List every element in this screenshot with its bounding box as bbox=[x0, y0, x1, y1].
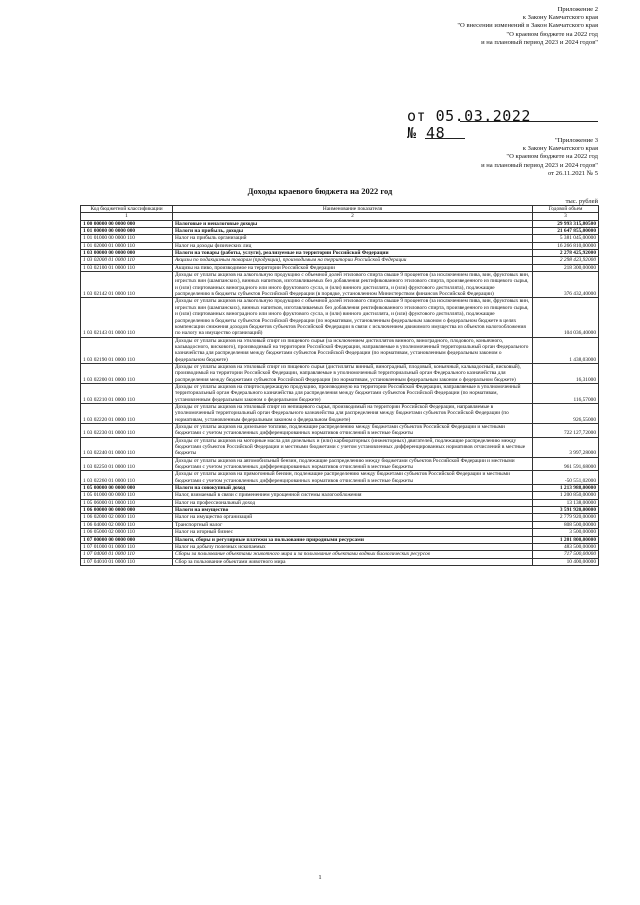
cell-value: 3 500,00000 bbox=[533, 529, 599, 536]
cell-code: 1 00 00000 00 0000 000 bbox=[81, 220, 173, 227]
table-row bbox=[81, 514, 599, 521]
cell-value: 218 300,00000 bbox=[533, 264, 599, 271]
cell-value: 483 500,00000 bbox=[533, 543, 599, 550]
cell-code: 1 07 04010 01 0000 110 bbox=[81, 558, 173, 565]
cell-code: 1 05 00000 00 0000 000 bbox=[81, 485, 173, 492]
cell-code: 1 03 02240 01 0000 110 bbox=[81, 437, 173, 457]
stamp-date-underline bbox=[460, 121, 598, 122]
stamp-number: № 48 bbox=[407, 124, 446, 142]
cell-value: 16,31000 bbox=[533, 363, 599, 383]
appendix-header-line: "О внесении изменений в Закон Камчатского края bbox=[457, 22, 598, 30]
cell-value: 29 993 315,80500 bbox=[533, 220, 599, 227]
table-row bbox=[81, 250, 599, 257]
table-row bbox=[81, 529, 599, 536]
stamp-number-underline bbox=[425, 138, 465, 139]
table-row bbox=[81, 521, 599, 528]
cell-code: 1 03 02190 01 0000 110 bbox=[81, 337, 173, 363]
cell-code: 1 03 00000 00 0000 000 bbox=[81, 250, 173, 257]
cell-code: 1 07 01000 01 0000 110 bbox=[81, 543, 173, 550]
cell-value: 961 591,68000 bbox=[533, 457, 599, 471]
table-row bbox=[81, 558, 599, 565]
appendix-header-line: Приложение 2 bbox=[557, 6, 598, 13]
cell-code: 1 06 05000 02 0000 110 bbox=[81, 529, 173, 536]
table-header-row bbox=[81, 206, 599, 213]
column-number: 2 bbox=[173, 213, 533, 220]
cell-value: 1 201 800,00000 bbox=[533, 536, 599, 543]
appendix-header-line: "О краевом бюджете на 2022 год bbox=[506, 30, 598, 38]
cell-code: 1 03 02220 01 0000 110 bbox=[81, 403, 173, 423]
cell-name: Транспортный налог bbox=[173, 521, 533, 528]
income-table bbox=[80, 205, 599, 566]
table-row bbox=[81, 272, 599, 298]
table-row bbox=[81, 499, 599, 506]
column-header-value: Годовой объем bbox=[533, 206, 599, 213]
appendix-header-line: и на плановый период 2023 и 2024 годов" bbox=[481, 161, 598, 169]
stamp-date: от 05.03.2022 bbox=[407, 107, 531, 125]
table-row bbox=[81, 242, 599, 249]
cell-name: Доходы от уплаты акцизов на спиртосодержащую продукцию, производимую на территории Российской Федерации, направляемые в уполномоченный территориальный орган Федерального казначейства для распределения между бюджетами субъектов Российской Федерации (по нормативам, установленным федеральным законом о федеральном бюджете) bbox=[173, 383, 533, 403]
table-row bbox=[81, 551, 599, 558]
column-header-code: Код бюджетной классификации bbox=[81, 206, 173, 213]
cell-code: 1 07 00000 00 0000 000 bbox=[81, 536, 173, 543]
cell-code: 1 01 01000 00 0000 110 bbox=[81, 235, 173, 242]
table-body bbox=[81, 220, 599, 565]
table-row bbox=[81, 383, 599, 403]
cell-value: 13 138,00000 bbox=[533, 499, 599, 506]
document-title: Доходы краевого бюджета на 2022 год bbox=[247, 186, 393, 196]
table-row bbox=[81, 235, 599, 242]
cell-value: 1 200 850,00000 bbox=[533, 492, 599, 499]
cell-name: Налог на прибыль организаций bbox=[173, 235, 533, 242]
cell-name: Доходы от уплаты акцизов на этиловый спирт из пищевого сырья (дистилляты винный, виноградный, плодовый, коньячный, кальвадосный, висковый), производимый на территории Российской Федерации, направляемые в уполномоченный территориальный орган Федерального казначейства для распределения между бюджетами субъектов Российской Федерации (по нормативам, установленным федеральным законом о федеральном бюджете) bbox=[173, 363, 533, 383]
table-row bbox=[81, 403, 599, 423]
table-header-number-row bbox=[81, 213, 599, 220]
cell-name: Налог на добычу полезных ископаемых bbox=[173, 543, 533, 550]
cell-value: 10 400,00000 bbox=[533, 558, 599, 565]
cell-value: 1 213 988,00000 bbox=[533, 485, 599, 492]
table-row bbox=[81, 264, 599, 271]
cell-name: Налог на игорный бизнес bbox=[173, 529, 533, 536]
cell-value: 16 266 810,00000 bbox=[533, 242, 599, 249]
table-row bbox=[81, 424, 599, 438]
table-row bbox=[81, 298, 599, 337]
cell-code: 1 07 04000 01 0000 110 bbox=[81, 551, 173, 558]
cell-name: Доходы от уплаты акцизов на алкогольную продукцию с объемной долей этилового спирта свыше 9 процентов (за исключением пива, вин, фруктовых вин, игристых вин (шампанских), винных напитков, изготавливаемых без добавления ректификованного этилового спирта, произведенного из пищевого сырья, и (или) спиртованных виноградного или иного фруктового сусла, и (или) винного дистиллята, и (или) фруктового дистиллята), подлежащие распределению в бюджеты субъектов Российской Федерации (по нормативам, установленным федеральным законом о федеральном бюджете в целях компенсации снижения доходов бюджетов субъектов Российской Федерации в связи с исключением движимого имущества из объектов налогообложения по налогу на имущество организаций) bbox=[173, 298, 533, 337]
cell-code: 1 03 02210 01 0000 110 bbox=[81, 383, 173, 403]
cell-value: 21 647 855,00000 bbox=[533, 228, 599, 235]
appendix-header-line: к Закону Камчатского края bbox=[522, 14, 598, 22]
cell-value: 1 438,03000 bbox=[533, 337, 599, 363]
cell-name: Доходы от уплаты акцизов на этиловый спирт из непищевого сырья, производимый на территории Российской Федерации, направляемые в уполномоченный территориальный орган Федерального казначейства для распределения между бюджетами субъектов Российской Федерации (по нормативам, установленным федеральным законом о федеральном бюджете) bbox=[173, 403, 533, 423]
cell-value: 722 127,72000 bbox=[533, 424, 599, 438]
appendix-header-line: к Закону Камчатского края bbox=[522, 145, 598, 153]
cell-value: 3 591 920,00000 bbox=[533, 507, 599, 514]
appendix-header-line: "Приложение 3 bbox=[554, 137, 598, 144]
table-row bbox=[81, 437, 599, 457]
cell-code: 1 03 02260 01 0000 110 bbox=[81, 471, 173, 485]
cell-code: 1 01 00000 00 0000 000 bbox=[81, 228, 173, 235]
column-header-name: Наименование показателя bbox=[173, 206, 533, 213]
cell-code: 1 01 02000 01 0000 110 bbox=[81, 242, 173, 249]
table-row bbox=[81, 485, 599, 492]
table-row bbox=[81, 220, 599, 227]
income-table-wrapper bbox=[80, 205, 598, 566]
cell-code: 1 03 02250 01 0000 110 bbox=[81, 457, 173, 471]
cell-name: Доходы от уплаты акцизов на этиловый спирт из пищевого сырья (за исключением дистиллятов винного, виноградного, плодового, коньячного, кальвадосного, вискового), производимый на территории Российской Федерации, направляемые в уполномоченный территориальный орган Федерального казначейства для распределения между бюджетами субъектов Российской Федерации (по нормативам, установленным федеральным законом о федеральном бюджете) bbox=[173, 337, 533, 363]
cell-name: Налог на профессиональный доход bbox=[173, 499, 533, 506]
table-row bbox=[81, 507, 599, 514]
cell-code: 1 03 02100 01 0000 110 bbox=[81, 264, 173, 271]
cell-name: Налоги на товары (работы, услуги), реализуемые на территории Российской Федерации bbox=[173, 250, 533, 257]
cell-code: 1 03 02230 01 0000 110 bbox=[81, 424, 173, 438]
appendix-header-line: и на плановый период 2023 и 2024 годов" bbox=[481, 38, 598, 46]
cell-code: 1 06 00000 00 0000 000 bbox=[81, 507, 173, 514]
page-number: 1 bbox=[318, 874, 322, 881]
cell-code: 1 05 06000 01 0000 110 bbox=[81, 499, 173, 506]
cell-name: Налоговые и неналоговые доходы bbox=[173, 220, 533, 227]
cell-value: 808 500,00000 bbox=[533, 521, 599, 528]
cell-name: Акцизы на пиво, производимое на территории Российской Федерации bbox=[173, 264, 533, 271]
table-row bbox=[81, 543, 599, 550]
cell-code: 1 03 02142 01 0000 110 bbox=[81, 272, 173, 298]
table-row bbox=[81, 457, 599, 471]
table-row bbox=[81, 536, 599, 543]
column-number: 3 bbox=[533, 213, 599, 220]
cell-name: Акцизы по подакцизным товарам (продукции), производимым на территории Российской Федерации bbox=[173, 257, 533, 264]
cell-value: 116,57000 bbox=[533, 383, 599, 403]
table-row bbox=[81, 337, 599, 363]
cell-name: Сбор за пользование объектами животного мира bbox=[173, 558, 533, 565]
cell-code: 1 06 02000 02 0000 110 bbox=[81, 514, 173, 521]
cell-name: Налоги на совокупный доход bbox=[173, 485, 533, 492]
cell-value: 717 500,00000 bbox=[533, 551, 599, 558]
appendix-header-2 bbox=[481, 137, 598, 178]
cell-name: Доходы от уплаты акцизов на дизельное топливо, подлежащие распределению между бюджетами субъектов Российской Федерации и местными бюджетами с учетом установленных дифференцированных нормативов отчислений в местные бюджеты bbox=[173, 424, 533, 438]
cell-name: Сборы за пользование объектами животного мира и за пользование объектами водных биологических ресурсов bbox=[173, 551, 533, 558]
cell-code: 1 03 02200 01 0000 110 bbox=[81, 363, 173, 383]
cell-name: Налоги, сборы и регулярные платежи за пользование природными ресурсами bbox=[173, 536, 533, 543]
cell-name: Налог на доходы физических лиц bbox=[173, 242, 533, 249]
cell-value: 104 036,40000 bbox=[533, 298, 599, 337]
appendix-header-line: от 26.11.2021 № 5 bbox=[547, 169, 598, 177]
cell-code: 1 03 02000 01 0000 110 bbox=[81, 257, 173, 264]
appendix-header bbox=[457, 6, 598, 47]
table-row bbox=[81, 492, 599, 499]
cell-name: Налоги на прибыль, доходы bbox=[173, 228, 533, 235]
table-row bbox=[81, 228, 599, 235]
cell-value: 2 779 920,00000 bbox=[533, 514, 599, 521]
cell-value: 3 997,28000 bbox=[533, 437, 599, 457]
cell-name: Доходы от уплаты акцизов на моторные масла для дизельных и (или) карбюраторных (инжекторных) двигателей, подлежащие распределению между бюджетами субъектов Российской Федерации и местными бюджетами с учетом установленных дифференцированных нормативов отчислений в местные бюджеты bbox=[173, 437, 533, 457]
cell-value: 376 432,40000 bbox=[533, 272, 599, 298]
cell-name: Доходы от уплаты акцизов на автомобильный бензин, подлежащие распределению между бюджетами субъектов Российской Федерации и местными бюджетами с учетом установленных дифференцированных нормативов отчислений в местные бюджеты bbox=[173, 457, 533, 471]
cell-name: Налог, взимаемый в связи с применением упрощенной системы налогообложения bbox=[173, 492, 533, 499]
cell-code: 1 05 01000 00 0000 110 bbox=[81, 492, 173, 499]
cell-name: Налоги на имущество bbox=[173, 507, 533, 514]
cell-name: Доходы от уплаты акцизов на алкогольную продукцию с объемной долей этилового спирта свыше 9 процентов (за исключением пива, вин, фруктовых вин, игристых вин (шампанских), винных напитков, изготавливаемых без добавления ректификованного этилового спирта, произведенного из пищевого сырья, и (или) спиртованных виноградного или иного фруктового сусла, и (или) винного дистиллята, и (или) фруктового дистиллята), подлежащие распределению в бюджеты субъектов Российской Федерации (в порядке, установленном Министерством финансов Российской Федерации) bbox=[173, 272, 533, 298]
cell-code: 1 03 02143 01 0000 110 bbox=[81, 298, 173, 337]
cell-value: 2 278 425,92000 bbox=[533, 250, 599, 257]
table-row bbox=[81, 257, 599, 264]
appendix-header-line: "О краевом бюджете на 2022 год bbox=[506, 153, 598, 161]
cell-value: -50 551,02000 bbox=[533, 471, 599, 485]
table-row bbox=[81, 471, 599, 485]
column-number: 1 bbox=[81, 213, 173, 220]
cell-value: 5 381 045,00000 bbox=[533, 235, 599, 242]
table-row bbox=[81, 363, 599, 383]
cell-name: Доходы от уплаты акцизов на прямогонный бензин, подлежащие распределению между бюджетами субъектов Российской Федерации и местными бюджетами с учетом установленных дифференцированных нормативов отчислений в местные бюджеты bbox=[173, 471, 533, 485]
cell-value: 2 298 423,92000 bbox=[533, 257, 599, 264]
cell-value: 926,55000 bbox=[533, 403, 599, 423]
cell-code: 1 06 04000 02 0000 110 bbox=[81, 521, 173, 528]
cell-name: Налог на имущество организаций bbox=[173, 514, 533, 521]
units-label: тыс. рублей bbox=[565, 198, 598, 205]
